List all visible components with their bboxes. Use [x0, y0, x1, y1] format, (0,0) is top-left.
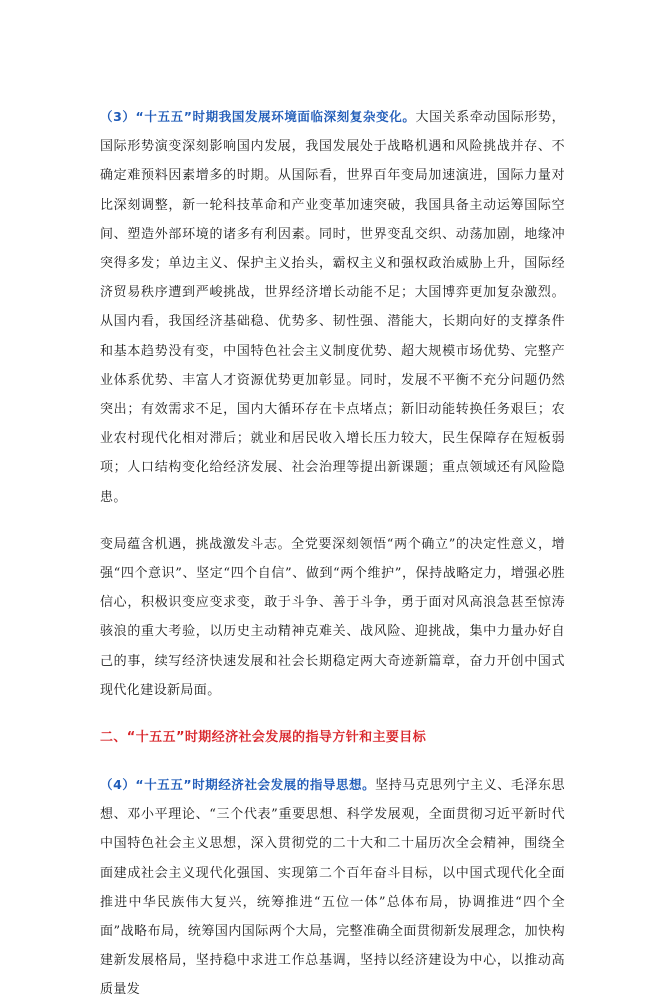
paragraph-4	[100, 770, 565, 1005]
paragraph-4-lead: （4）“十五五”时期经济社会发展的指导思想。	[100, 777, 376, 793]
section-heading-2: 二、“十五五”时期经济社会发展的指导方针和主要目标	[100, 730, 427, 746]
paragraph-3-body: 大国关系牵动国际形势，国际形势演变深刻影响国内发展，我国发展处于战略机遇和风险挑战并存、不确定难预料因素增多的时期。从国际看，世界百年变局加速演进，国际力量对比深刻调整，新一轮科技革命和产业变革加速突破，我国具备主动运筹国际空间、塑造外部环境的诸多有利因素。同时，世界变乱交织、动荡加剧，地缘冲突得多发；单边主义、保护主义抬头，霸权主义和强权政治威胁上升，国际经济贸易秩序遭到严峻挑战，世界经济增长动能不足；大国博弈更加复杂激烈。从国内看，我国经济基础稳、优势多、韧性强、潜能大，长期向好的支撑条件和基本趋势没有变，中国特色社会主义制度优势、超大规模市场优势、完整产业体系优势、丰富人才资源优势更加彰显。同时，发展不平衡不充分问题仍然突出；有效需求不足，国内大循环存在卡点堵点；新旧动能转换任务艰巨；农业农村现代化相对滞后；就业和居民收入增长压力较大，民生保障存在短板弱项；人口结构变化给经济发展、社会治理等提出新课题；重点领域还有风险隐患。	[100, 110, 565, 505]
document-page	[100, 102, 565, 1005]
paragraph-4-body: 坚持马克思列宁主义、毛泽东思想、邓小平理论、“三个代表”重要思想、科学发展观，全面贯彻习近平新时代中国特色社会主义思想，深入贯彻党的二十大和二十届历次全会精神，围绕全面建成社会主义现代化强国、实现第二个百年奋斗目标，以中国式现代化全面推进中华民族伟大复兴，统筹推进“五位一体”总体布局，协调推进“四个全面”战略布局，统筹国内国际两个大局，完整准确全面贯彻新发展理念，加快构建新发展格局，坚持稳中求进工作总基调，坚持以经济建设为中心，以推动高质量发	[100, 778, 565, 998]
paragraph-continuation-body: 变局蕴含机遇，挑战激发斗志。全党要深刻领悟“两个确立”的决定性意义，增强“四个意识”、坚定“四个自信”、做到“两个维护”，保持战略定力，增强必胜信心，积极识变应变求变，敢于斗争、善于斗争，勇于面对风高浪急甚至惊涛骇浪的重大考验，以历史主动精神克难关、战风险、迎挑战，集中力量办好自己的事，续写经济快速发展和社会长期稳定两大奇迹新篇章，奋力开创中国式现代化建设新局面。	[100, 536, 565, 698]
paragraph-continuation	[100, 530, 565, 705]
paragraph-3	[100, 102, 565, 512]
paragraph-3-lead: （3）“十五五”时期我国发展环境面临深刻复杂变化。	[100, 109, 416, 124]
